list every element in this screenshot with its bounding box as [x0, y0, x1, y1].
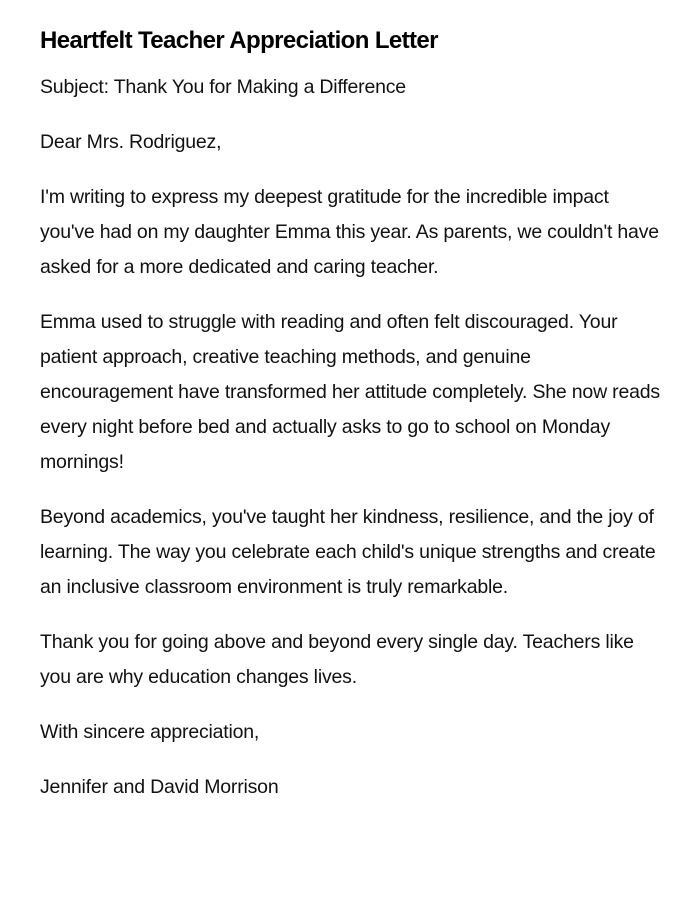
letter-closing: With sincere appreciation,	[40, 721, 260, 743]
letter-greeting: Dear Mrs. Rodriguez,	[40, 131, 222, 153]
letter-paragraph-3: Beyond academics, you've taught her kindness, resilience, and the joy of learning. The way you celebrate each child's unique strengths and create an inclusive classroom environment is truly remarkable.	[40, 506, 656, 598]
letter-subject: Subject: Thank You for Making a Difference	[40, 76, 406, 98]
letter-paragraph-2: Emma used to struggle with reading and often felt discouraged. Your patient approach, creative teaching methods, and genuine encouragement have transformed her attitude completely. She now reads every night before bed and actually asks to go to school on Monday mornings!	[40, 311, 660, 473]
letter-title: Heartfelt Teacher Appreciation Letter	[40, 27, 438, 54]
letter-paragraph-1: I'm writing to express my deepest gratitude for the incredible impact you've had on my daughter Emma this year. As parents, we couldn't have asked for a more dedicated and caring teacher.	[40, 186, 659, 278]
letter-signature: Jennifer and David Morrison	[40, 776, 279, 798]
letter-paragraph-4: Thank you for going above and beyond every single day. Teachers like you are why education changes lives.	[40, 631, 634, 688]
